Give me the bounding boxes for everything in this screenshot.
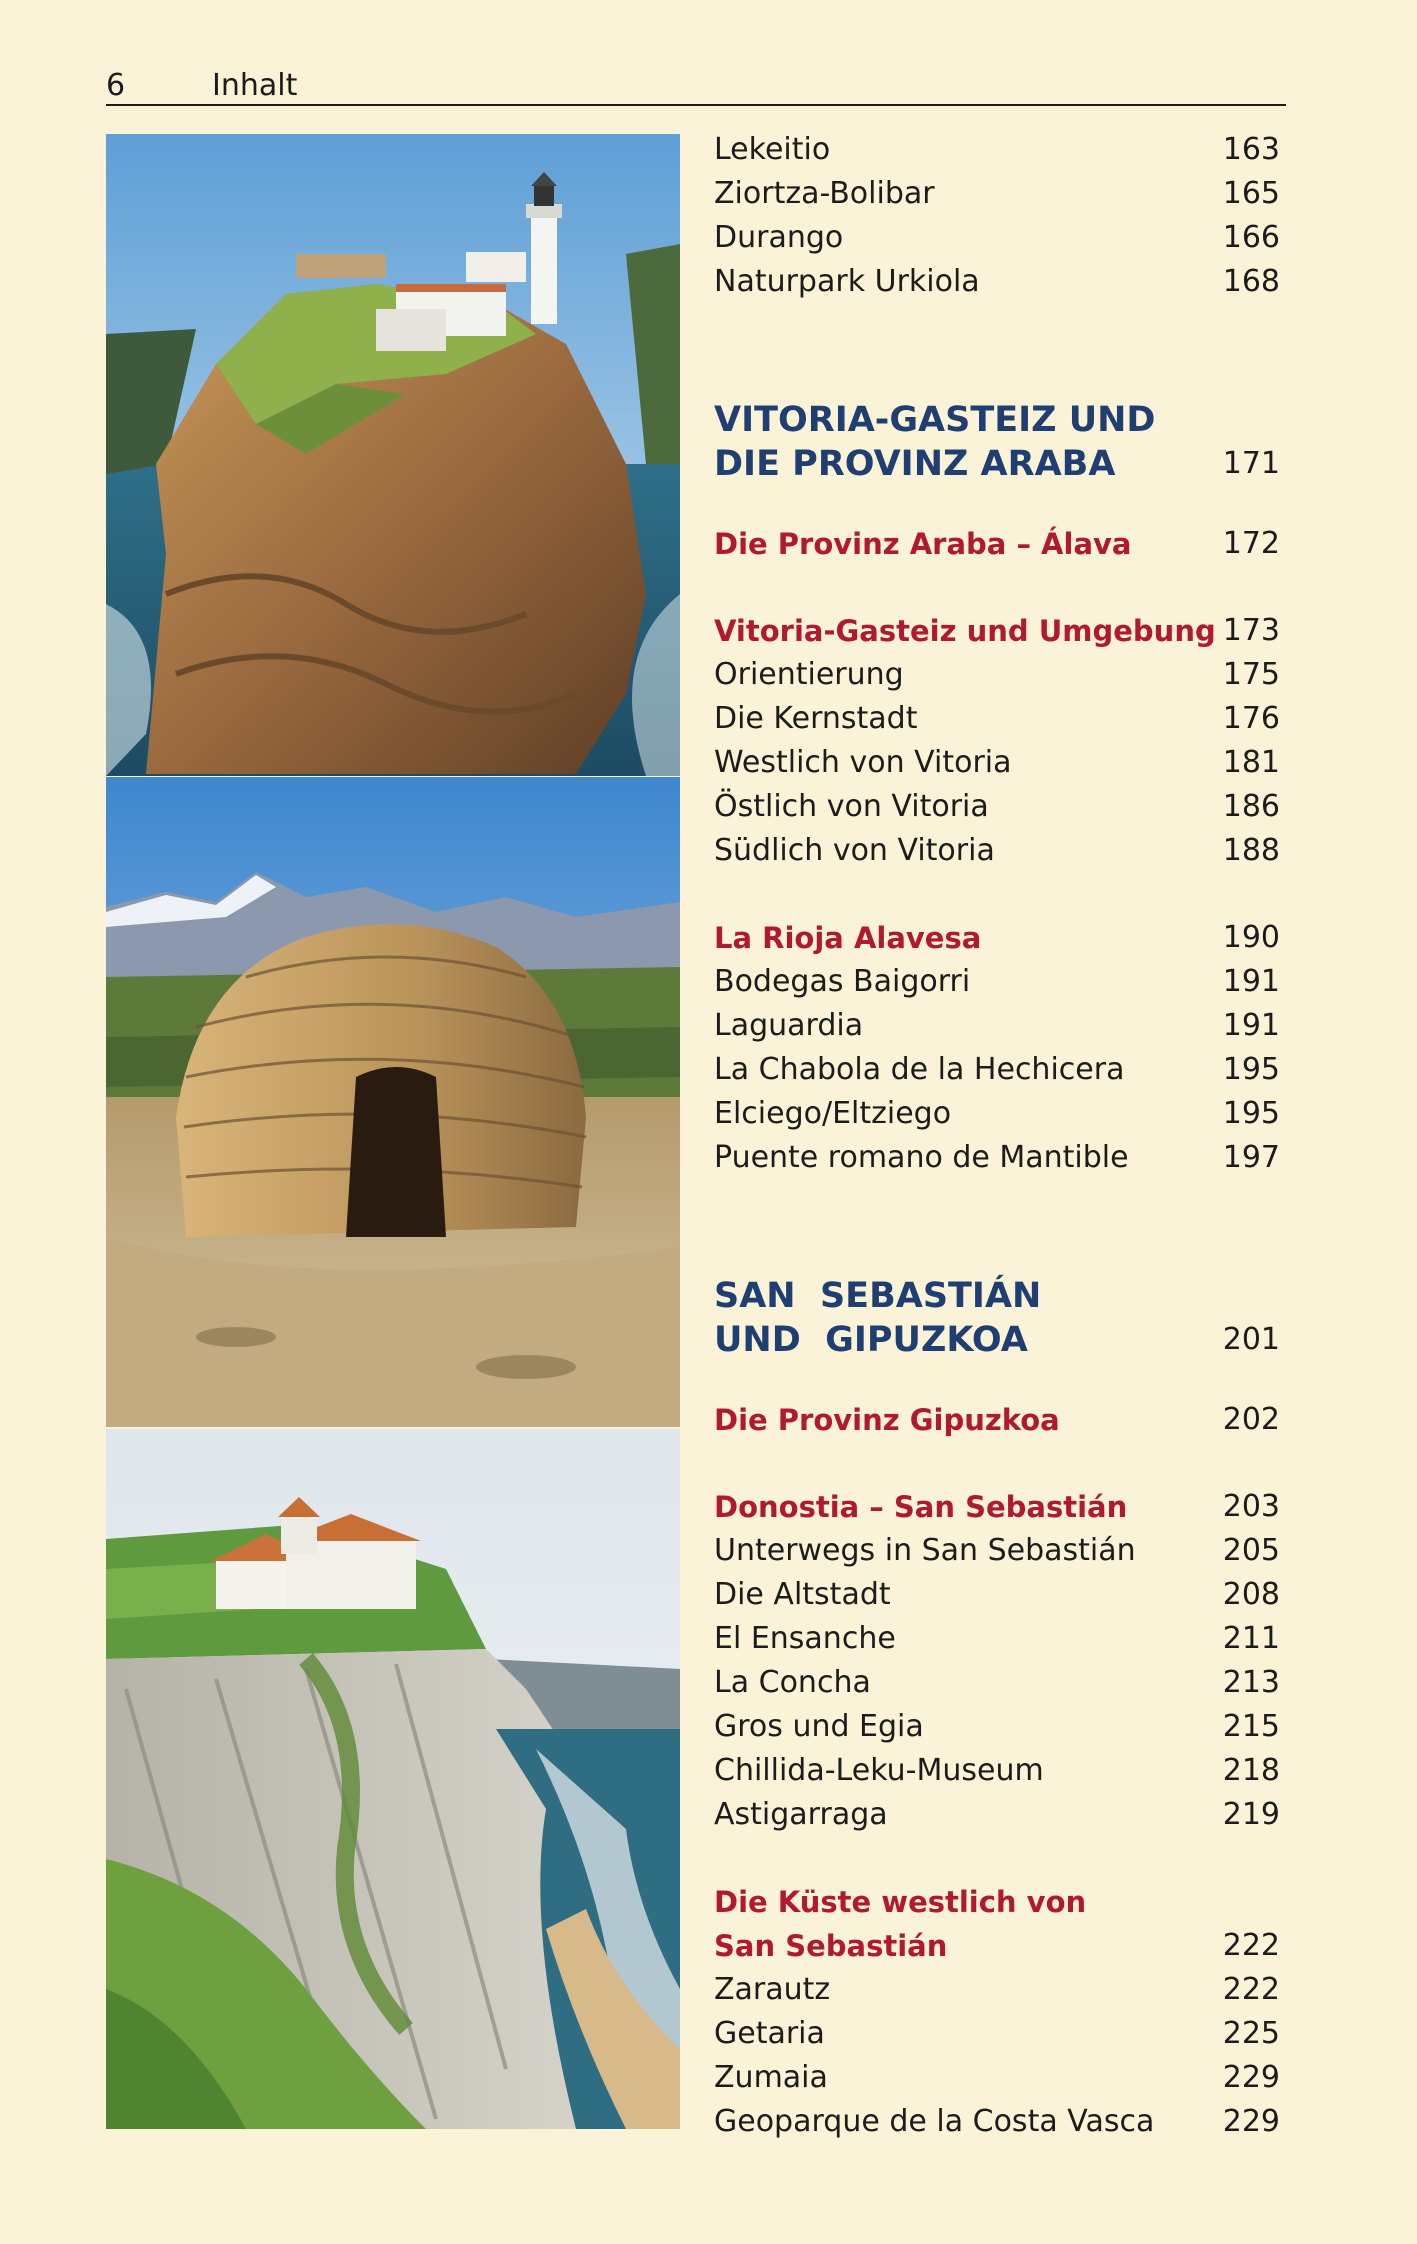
toc-page: 172: [1222, 526, 1280, 561]
toc-title: Puente romano de Mantible: [714, 1140, 1129, 1175]
toc-entry[interactable]: [714, 128, 1284, 172]
toc-page: 181: [1222, 745, 1280, 780]
toc-title: Naturpark Urkiola: [714, 264, 980, 299]
toc-page: 211: [1222, 1621, 1280, 1656]
toc-page: 166: [1222, 220, 1280, 255]
toc-page: 203: [1222, 1489, 1280, 1524]
coastal-chapel-photo: [106, 1429, 680, 2129]
chapter-heading-gipuzkoa[interactable]: [714, 1274, 1284, 1362]
section-heading-coast-west-line1[interactable]: [714, 1880, 1284, 1924]
toc-entry[interactable]: [714, 1793, 1284, 1837]
toc-title: Gros und Egia: [714, 1709, 924, 1744]
chapter-title-line2: UND GIPUZKOA: [714, 1320, 1028, 1360]
section-heading-coast-west-line2[interactable]: [714, 1924, 1284, 1968]
toc-title: La Chabola de la Hechicera: [714, 1052, 1125, 1087]
toc-title: Die Altstadt: [714, 1577, 891, 1612]
toc-title: Unterwegs in San Sebastián: [714, 1533, 1136, 1568]
toc-page: 188: [1222, 833, 1280, 868]
lighthouse-cliff-photo: [106, 134, 680, 776]
toc-entry[interactable]: [714, 1749, 1284, 1793]
chapter-title-line2: DIE PROVINZ ARABA: [714, 444, 1116, 484]
toc-page: 213: [1222, 1665, 1280, 1700]
toc-page: 229: [1222, 2060, 1280, 2095]
toc-page: 219: [1222, 1797, 1280, 1832]
running-head: Inhalt: [212, 68, 298, 103]
toc-page: 191: [1222, 1008, 1280, 1043]
toc-title: La Concha: [714, 1665, 871, 1700]
table-of-contents: [714, 128, 1284, 2144]
toc-page: 195: [1222, 1096, 1280, 1131]
toc-page: 222: [1222, 1972, 1280, 2007]
toc-entry[interactable]: [714, 260, 1284, 304]
toc-title: Vitoria-Gasteiz und Umgebung: [714, 614, 1216, 648]
toc-entry[interactable]: [714, 2012, 1284, 2056]
toc-title: Zarautz: [714, 1972, 831, 2007]
toc-entry[interactable]: [714, 1573, 1284, 1617]
toc-page: 225: [1222, 2016, 1280, 2051]
toc-title: Bodegas Baigorri: [714, 964, 971, 999]
toc-title: Die Küste westlich von: [714, 1885, 1087, 1919]
toc-page: 165: [1222, 176, 1280, 211]
chapter-title-line1: SAN SEBASTIÁN: [714, 1276, 1042, 1316]
toc-title: San Sebastián: [714, 1929, 948, 1963]
toc-entry[interactable]: [714, 2056, 1284, 2100]
toc-page: 175: [1222, 657, 1280, 692]
toc-title: Astigarraga: [714, 1797, 888, 1832]
section-heading-rioja[interactable]: [714, 916, 1284, 960]
toc-page: 208: [1222, 1577, 1280, 1612]
toc-title: Geoparque de la Costa Vasca: [714, 2104, 1155, 2139]
toc-page: 229: [1222, 2104, 1280, 2139]
chapter-heading-araba[interactable]: [714, 398, 1284, 486]
toc-entry[interactable]: [714, 1004, 1284, 1048]
toc-page: 195: [1222, 1052, 1280, 1087]
toc-entry[interactable]: [714, 653, 1284, 697]
toc-title: Elciego/Eltziego: [714, 1096, 952, 1131]
toc-title: Die Provinz Gipuzkoa: [714, 1403, 1060, 1437]
toc-page: 176: [1222, 701, 1280, 736]
toc-title: La Rioja Alavesa: [714, 921, 982, 955]
chapter-title-line1: VITORIA-GASTEIZ UND: [714, 400, 1156, 440]
toc-entry[interactable]: [714, 1617, 1284, 1661]
toc-entry[interactable]: [714, 785, 1284, 829]
toc-title: Chillida-Leku-Museum: [714, 1753, 1044, 1788]
toc-title: Zumaia: [714, 2060, 828, 2095]
toc-page: 202: [1222, 1402, 1280, 1437]
toc-entry[interactable]: [714, 1529, 1284, 1573]
toc-title: Laguardia: [714, 1008, 864, 1043]
toc-page: 171: [1222, 446, 1280, 481]
toc-title: Die Provinz Araba – Álava: [714, 527, 1132, 561]
toc-page: 201: [1222, 1322, 1280, 1357]
toc-title: El Ensanche: [714, 1621, 896, 1656]
toc-entry[interactable]: [714, 1968, 1284, 2012]
toc-entry[interactable]: [714, 172, 1284, 216]
toc-title: Durango: [714, 220, 844, 255]
section-heading-vitoria[interactable]: [714, 609, 1284, 653]
toc-entry[interactable]: [714, 741, 1284, 785]
toc-entry[interactable]: [714, 1661, 1284, 1705]
section-heading-donostia[interactable]: [714, 1485, 1284, 1529]
toc-title: Lekeitio: [714, 132, 831, 167]
toc-title: Westlich von Vitoria: [714, 745, 1012, 780]
toc-entry[interactable]: [714, 2100, 1284, 2144]
toc-title: Die Kernstadt: [714, 701, 918, 736]
toc-page: 218: [1222, 1753, 1280, 1788]
toc-entry[interactable]: [714, 216, 1284, 260]
toc-page: 222: [1222, 1928, 1280, 1963]
toc-page: 191: [1222, 964, 1280, 999]
stone-hut-photo: [106, 777, 680, 1427]
toc-entry[interactable]: [714, 1092, 1284, 1136]
toc-title: Östlich von Vitoria: [714, 789, 989, 824]
section-heading-gipuzkoa-province[interactable]: [714, 1398, 1284, 1442]
toc-title: Südlich von Vitoria: [714, 833, 995, 868]
toc-page: 197: [1222, 1140, 1280, 1175]
toc-entry[interactable]: [714, 1048, 1284, 1092]
toc-page: 190: [1222, 920, 1280, 955]
page-header: [106, 64, 1286, 106]
toc-page: 215: [1222, 1709, 1280, 1744]
toc-page: 205: [1222, 1533, 1280, 1568]
toc-entry[interactable]: [714, 960, 1284, 1004]
toc-entry[interactable]: [714, 829, 1284, 873]
toc-title: Donostia – San Sebastián: [714, 1490, 1128, 1524]
toc-title: Ziortza-Bolibar: [714, 176, 935, 211]
toc-page: 173: [1222, 613, 1280, 648]
toc-entry[interactable]: [714, 697, 1284, 741]
toc-entry[interactable]: [714, 1136, 1284, 1180]
toc-page: 186: [1222, 789, 1280, 824]
toc-entry[interactable]: [714, 1705, 1284, 1749]
toc-title: Orientierung: [714, 657, 904, 692]
toc-page: 168: [1222, 264, 1280, 299]
toc-title: Getaria: [714, 2016, 825, 2051]
section-heading-araba-province[interactable]: [714, 522, 1284, 566]
toc-page: 163: [1222, 132, 1280, 167]
page-number: 6: [106, 68, 126, 103]
